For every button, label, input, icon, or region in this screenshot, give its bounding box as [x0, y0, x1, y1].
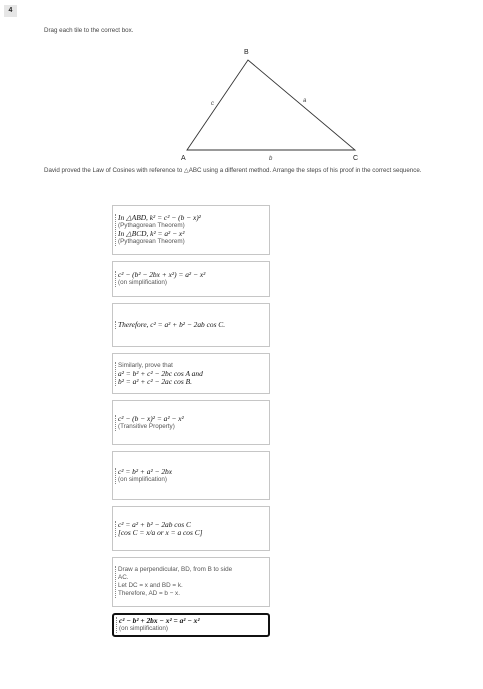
instruction-text: Drag each tile to the correct box.	[44, 27, 134, 34]
tile-text: AC.	[118, 574, 129, 581]
tile-equation: c² − (b² − 2bx + x²) = a² − x²	[118, 271, 206, 279]
proof-step-tile[interactable]	[112, 506, 270, 551]
tile-text: (on simplification)	[118, 279, 167, 286]
tile-text: (on simplification)	[119, 625, 168, 632]
tile-equation: c² − b² + 2bx − x² = a² − x²	[119, 617, 200, 625]
tile-equation: b² = a² + c² − 2ac cos B.	[118, 377, 192, 386]
tile-equation: In △BCD, k² = a² − x²	[118, 230, 185, 238]
proof-step-tile[interactable]	[112, 557, 270, 607]
tile-content	[115, 521, 267, 537]
proof-step-tile[interactable]	[112, 261, 270, 297]
vertex-label-a: A	[181, 155, 186, 162]
tile-equation: [cos C = x/a or x = a cos C]	[118, 528, 203, 537]
tile-content	[116, 617, 266, 633]
question-number-badge: 4	[4, 5, 17, 17]
proof-step-tile[interactable]	[112, 353, 270, 394]
proof-step-tile[interactable]	[112, 303, 270, 347]
triangle-abc-diagram	[150, 42, 380, 167]
side-label-a: a	[303, 98, 307, 104]
tile-content	[115, 566, 267, 598]
tile-content	[115, 468, 267, 484]
tile-text: Let DC = x and BD = k.	[118, 582, 183, 589]
proof-step-tile[interactable]	[112, 451, 270, 500]
vertex-label-b: B	[244, 49, 249, 56]
vertex-label-c: C	[353, 155, 359, 162]
tile-equation: c² = b² + a² − 2bx	[118, 467, 173, 476]
tile-content	[115, 362, 267, 386]
tile-text: Therefore, AD = b − x.	[118, 590, 180, 597]
tile-text: (on simplification)	[118, 475, 167, 483]
side-label-b: b	[269, 156, 273, 162]
tile-text: Draw a perpendicular, BD, from B to side	[118, 566, 233, 573]
tile-text: (Transitive Property)	[118, 422, 175, 430]
tile-content	[115, 214, 267, 246]
proof-step-tile[interactable]	[112, 205, 270, 255]
tile-text: (Pythagorean Theorem)	[118, 222, 185, 229]
proof-step-tile[interactable]	[112, 400, 270, 445]
tile-content	[115, 321, 267, 329]
tile-equation: Therefore, c² = a² + b² − 2ab cos C.	[118, 321, 226, 329]
tile-content	[115, 271, 267, 287]
side-label-c: c	[211, 101, 214, 107]
tile-text: Similarly, prove that	[118, 361, 173, 369]
proof-step-tile-selected[interactable]	[112, 613, 270, 637]
tile-equation: a² = b² + c² − 2bc cos A and	[118, 369, 203, 378]
tile-content	[115, 415, 267, 431]
draggable-tiles-column	[112, 205, 270, 643]
problem-statement: David proved the Law of Cosines with reference to △ABC using a different method. Arrange the steps of his proof in the correct sequence.	[44, 167, 422, 174]
tile-text: (Pythagorean Theorem)	[118, 238, 185, 245]
tile-equation: c² = a² + b² − 2ab cos C	[118, 520, 191, 529]
tile-equation: c² − (b − x)² = a² − x²	[118, 414, 184, 423]
tile-equation: In △ABD, k² = c² − (b − x)²	[118, 214, 201, 222]
